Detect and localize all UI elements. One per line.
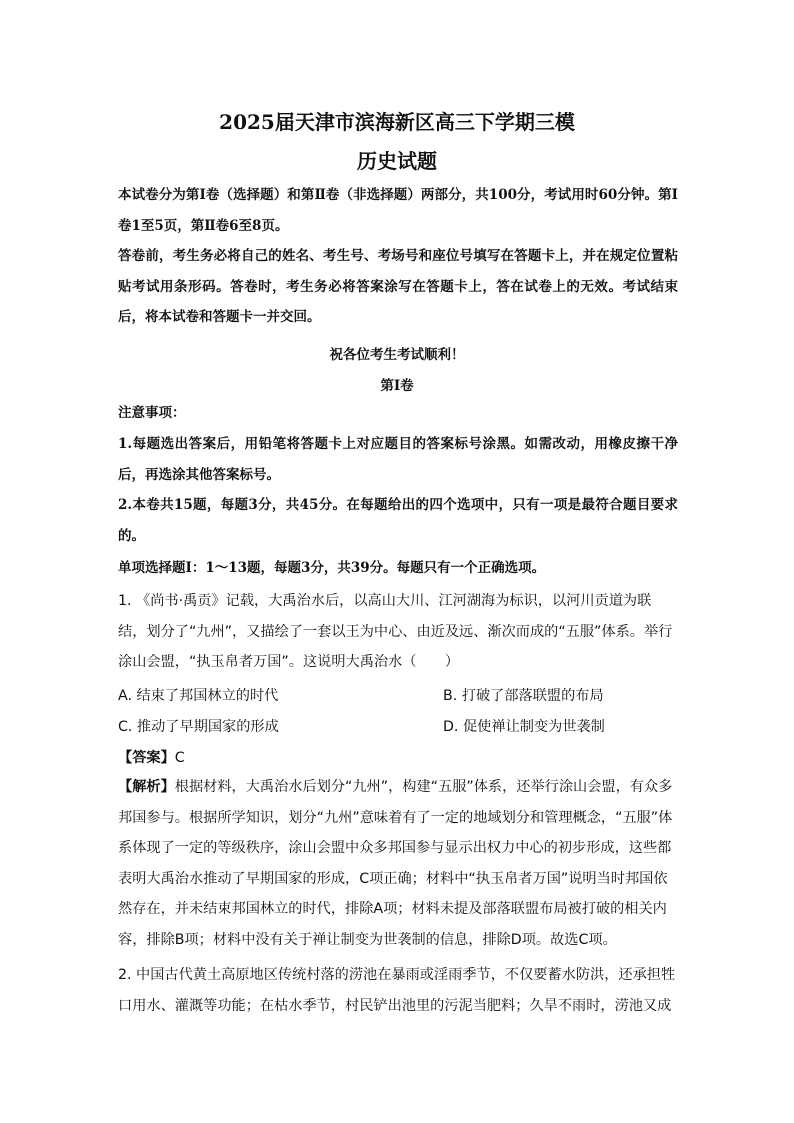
exam-subtitle: 历史试题 — [357, 149, 437, 173]
question-2-stem: 2. 中国古代黄土高原地区传统村落的涝池在暴雨或淫雨季节，不仅要蓄水防洪，还承担牲口用水、灌溉等功能；在枯水季节，村民铲出池里的污泥当肥料；久旱不雨时，涝池又成 — [118, 967, 676, 1014]
wish-line: 祝各位考生考试顺利！ — [329, 347, 465, 363]
question-1-answer — [118, 747, 185, 767]
answer-label: 【答案】 — [118, 750, 175, 766]
question-1-stem: 1. 《尚书·禹贡》记载，大禹治水后，以高山大川、江河湖海为标识，以河川贡道为联结，划分了“九州”，又描绘了一套以王为中心、由近及远、渐次而成的“五服”体系。举行涂山会盟，“执玉帛者万国”。这说明大禹治水（ ） — [118, 593, 673, 670]
question-1-option-b: B. 打破了部落联盟的布局 — [443, 688, 604, 704]
section-heading: 第Ⅰ卷 — [380, 378, 414, 394]
note-1: 1.每题选出答案后，用铅笔将答题卡上对应题目的答案标号涂黑。如需改动，用橡皮擦干净后，再选涂其他答案标号。 — [118, 436, 678, 483]
intro-paragraph-2: 答卷前，考生务必将自己的姓名、考生号、考场号和座位号填写在答题卡上，并在规定位置粘贴考试用条形码。答卷时，考生务必将答案涂写在答题卡上，答在试卷上的无效。考试结束后，将本试卷和答题卡一并交回。 — [118, 248, 678, 325]
question-1-option-a: A. 结束了邦国林立的时代 — [118, 688, 279, 704]
analysis-label: 【解析】 — [118, 779, 175, 795]
answer-value: C — [174, 750, 185, 766]
note-2: 2.本卷共15题，每题3分，共45分。在每题给出的四个选项中，只有一项是最符合题目要求的。 — [118, 497, 678, 544]
question-1-option-d: D. 促使禅让制变为世袭制 — [443, 719, 605, 735]
exam-title: 2025届天津市滨海新区高三下学期三模 — [219, 110, 575, 134]
question-1-option-c: C. 推动了早期国家的形成 — [118, 719, 279, 735]
notes-heading: 注意事项： — [118, 405, 186, 421]
analysis-text: 根据材料，大禹治水后划分“九州”，构建“五服”体系，还举行涂山会盟，有众多邦国参与。根据所学知识，划分“九州”意味着有了一定的地域划分和管理概念，“五服”体系体现了一定的等级秩序，涂山会盟中众多邦国参与显示出权力中心的初步形成，这些都表明大禹治水推动了早期国家的形成，C项正确；材料中“执玉帛者万国”说明当时邦国依然存在，并未结束邦国林立的时代，排除A项；材料未提及部落联盟布局被打破的相关内容，排除B项；材料中没有关于禅让制变为世袭制的信息，排除D项。故选C项。 — [118, 779, 673, 948]
intro-paragraph-1: 本试卷分为第Ⅰ卷（选择题）和第Ⅱ卷（非选择题）两部分，共100分，考试用时60分钟。第Ⅰ卷1至5页，第Ⅱ卷6至8页。 — [118, 187, 678, 234]
question-1-analysis — [118, 772, 678, 955]
single-choice-heading: 单项选择题Ⅰ：1～13题，每题3分，共39分。每题只有一个正确选项。 — [118, 560, 546, 576]
